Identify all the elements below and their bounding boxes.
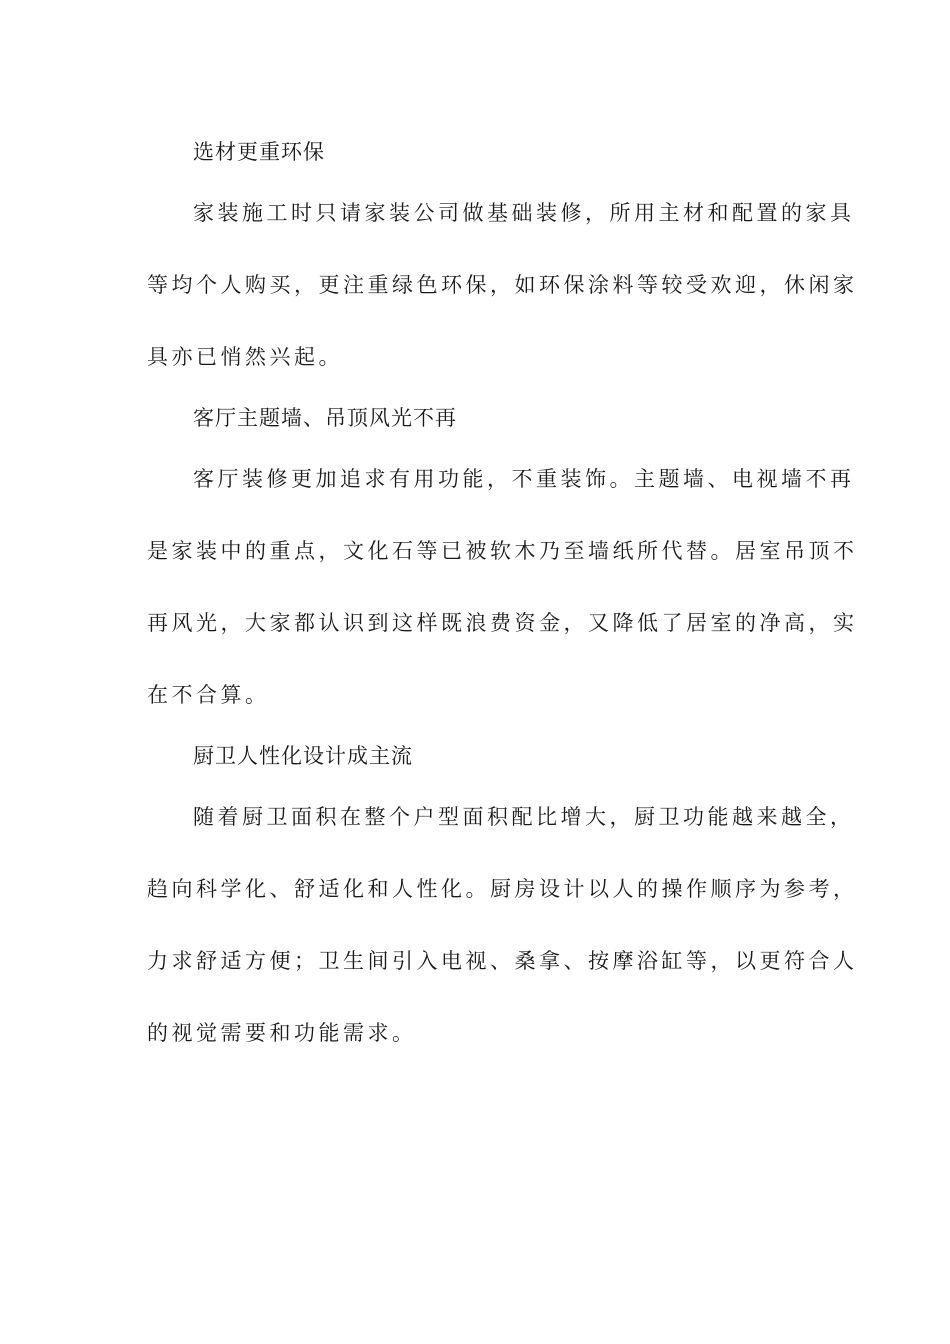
paragraph-line: 再风光，大家都认识到这样既浪费资金，又降低了居室的净高，实: [147, 611, 858, 635]
section-paragraph: [147, 177, 858, 393]
section-heading: 厨卫人性化设计成主流: [193, 744, 413, 768]
section-heading: 选材更重环保: [193, 140, 325, 164]
document-body: [147, 127, 858, 1069]
section-heading: 客厅主题墙、吊顶风光不再: [193, 406, 457, 430]
paragraph-line: 的视觉需要和功能需求。: [147, 1021, 417, 1045]
paragraph-line: 等均个人购买，更注重绿色环保，如环保涂料等较受欢迎，休闲家: [147, 273, 858, 297]
section-paragraph: [147, 781, 858, 1069]
paragraph-line: 在不合算。: [147, 683, 270, 707]
paragraph-line: 是家装中的重点，文化石等已被软木乃至墙纸所代替。居室吊顶不: [147, 539, 858, 563]
paragraph-line: 随着厨卫面积在整个户型面积配比增大，厨卫功能越来越全，: [193, 805, 855, 829]
paragraph-line: 力求舒适方便；卫生间引入电视、桑拿、按摩浴缸等，以更符合人: [147, 949, 858, 973]
paragraph-line: 趋向科学化、舒适化和人性化。厨房设计以人的操作顺序为参考，: [147, 877, 858, 901]
paragraph-line: 客厅装修更加追求有用功能，不重装饰。主题墙、电视墙不再: [193, 467, 855, 491]
paragraph-line: 具亦已悄然兴起。: [147, 345, 343, 369]
section-paragraph: [147, 443, 858, 731]
paragraph-line: 家装施工时只请家装公司做基础装修，所用主材和配置的家具: [193, 201, 855, 225]
